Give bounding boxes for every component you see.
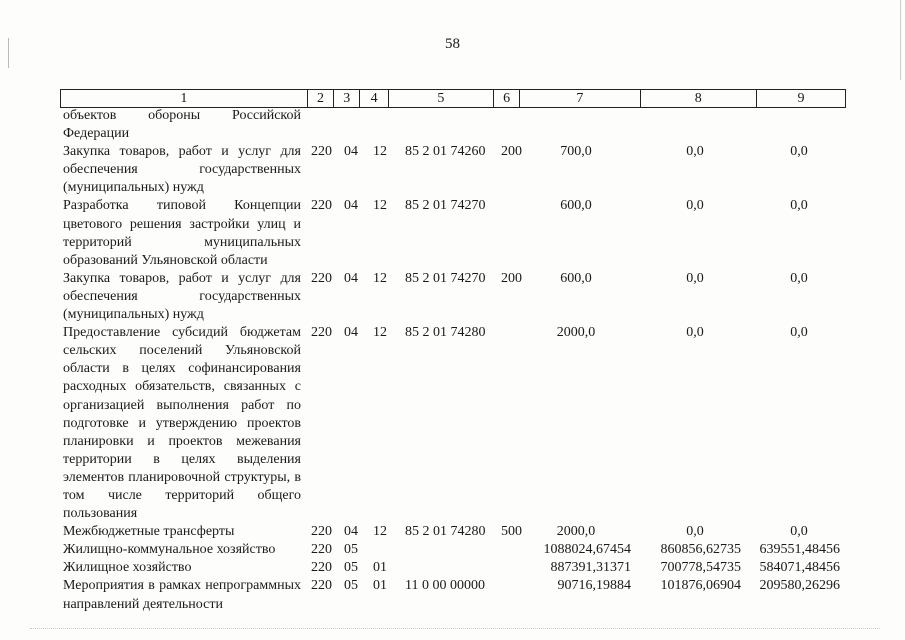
cell-c6: 500 (501, 524, 522, 540)
page-number: 58 (445, 36, 460, 52)
row-description: Межбюджетные трансферты (63, 524, 235, 540)
cell-c2: 220 (311, 198, 332, 214)
cell-c5: 85 2 01 74270 (405, 270, 486, 286)
cell-c2: 220 (311, 542, 332, 558)
cell-c4: 12 (373, 325, 387, 341)
cell-c9: 0,0 (790, 524, 808, 540)
row-description: Жилищно-коммунальное хозяйство (63, 542, 276, 558)
cell-c3: 04 (344, 144, 358, 160)
cell-c7: 600,0 (560, 198, 592, 214)
cell-c5: 11 0 00 00000 (405, 578, 485, 594)
col-header: 9 (756, 90, 845, 108)
row-description: Закупка товаров, работ и услуг для обеспечения государственных (муниципальных) нужд (63, 144, 301, 196)
table-row (0, 523, 905, 541)
cell-c4: 01 (373, 578, 387, 594)
cell-c7: 2000,0 (556, 524, 596, 540)
col-header: 5 (388, 90, 493, 108)
cell-c5: 85 2 01 74280 (405, 325, 486, 341)
row-description: Закупка товаров, работ и услуг для обеспечения государственных (муниципальных) нужд (63, 270, 301, 323)
cell-c5: 85 2 01 74270 (405, 198, 486, 214)
table-row (0, 559, 905, 577)
row-description: Мероприятия в рамках непрограммных направлений деятельности (63, 578, 301, 612)
col-header: 8 (640, 90, 756, 108)
cell-c3: 05 (344, 560, 358, 576)
col-header: 2 (307, 90, 333, 108)
cell-c3: 04 (344, 524, 358, 540)
cell-c7: 90716,19884 (557, 578, 631, 594)
cell-c4: 12 (373, 524, 387, 540)
col-header: 6 (493, 90, 519, 108)
table-row (0, 197, 905, 269)
column-header-table (60, 89, 846, 108)
table-row (0, 324, 905, 523)
cell-c8: 700778,54735 (660, 560, 741, 576)
cell-c5: 85 2 01 74260 (405, 144, 486, 160)
cell-c9: 639551,48456 (759, 542, 840, 558)
cell-c9: 0,0 (790, 198, 808, 214)
cell-c9: 584071,48456 (759, 560, 840, 576)
col-header: 7 (520, 90, 640, 108)
col-header: 4 (360, 90, 388, 108)
cell-c8: 0,0 (686, 144, 704, 160)
cell-c4: 12 (373, 270, 387, 286)
col-header: 3 (334, 90, 360, 108)
table-row (0, 577, 905, 613)
cell-c4: 12 (373, 144, 387, 160)
cell-c8: 0,0 (686, 270, 704, 286)
cell-c8: 0,0 (686, 524, 704, 540)
cell-c5: 85 2 01 74280 (405, 524, 486, 540)
cell-c6: 200 (501, 144, 522, 160)
row-description: Жилищное хозяйство (63, 560, 192, 576)
cell-c7: 600,0 (560, 270, 592, 286)
scan-bottom-noise (30, 628, 880, 629)
cell-c2: 220 (311, 560, 332, 576)
cell-c3: 05 (344, 542, 358, 558)
cell-c3: 04 (344, 325, 358, 341)
cell-c2: 220 (311, 144, 332, 160)
cell-c9: 0,0 (790, 325, 808, 341)
cell-c9: 209580,26296 (759, 578, 840, 594)
cell-c3: 04 (344, 270, 358, 286)
cell-c9: 0,0 (790, 144, 808, 160)
table-row (0, 107, 905, 143)
cell-c8: 0,0 (686, 325, 704, 341)
cell-c2: 220 (311, 524, 332, 540)
cell-c7: 2000,0 (556, 325, 596, 341)
col-header: 1 (61, 90, 308, 108)
cell-c7: 887391,31371 (550, 560, 631, 576)
table-row (0, 270, 905, 324)
cell-c4: 01 (373, 560, 387, 576)
cell-c2: 220 (311, 270, 332, 286)
budget-table-body (0, 107, 905, 614)
cell-c7: 1088024,67454 (543, 542, 631, 558)
cell-c9: 0,0 (790, 270, 808, 286)
cell-c8: 860856,62735 (660, 542, 741, 558)
cell-c8: 101876,06904 (660, 578, 741, 594)
table-row (0, 541, 905, 559)
table-row (0, 143, 905, 197)
cell-c2: 220 (311, 578, 332, 594)
row-description: объектов обороны Российской Федерации (63, 108, 301, 142)
cell-c3: 04 (344, 198, 358, 214)
cell-c8: 0,0 (686, 198, 704, 214)
cell-c2: 220 (311, 325, 332, 341)
cell-c4: 12 (373, 198, 387, 214)
row-description: Предоставление субсидий бюджетам сельских поселений Ульяновской области в целях софинансирования расходных обязательств, связанных с организацией выполнения работ по подготовке и утверждению проектов планировки и проектов межевания территории в целях выделения элементов планировочной структуры, в том числе территорий общего пользования (63, 325, 301, 522)
cell-c3: 05 (344, 578, 358, 594)
cell-c7: 700,0 (560, 144, 592, 160)
row-description: Разработка типовой Концепции цветового решения застройки улиц и территорий муниципальных образований Ульяновской области (63, 198, 301, 268)
cell-c6: 200 (501, 270, 522, 286)
